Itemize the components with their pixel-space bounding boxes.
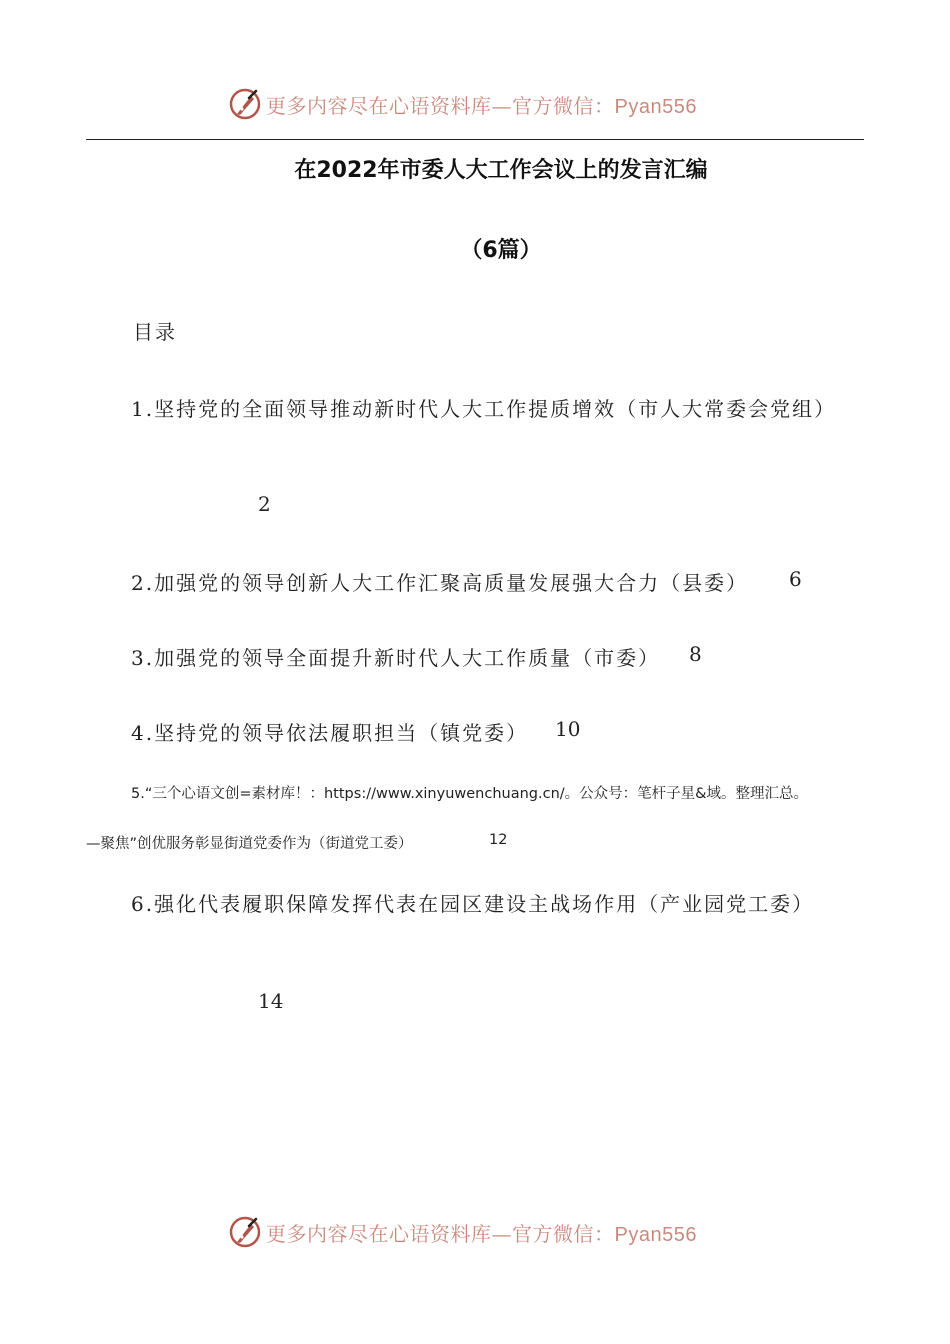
pen-nib-logo-icon xyxy=(228,87,262,121)
toc-item-5-line-2: —聚焦”创优服务彰显街道党委作为（街道党工委） xyxy=(86,836,413,852)
toc-item-5-line-1: 5.“三个心语文创=素材库！：https://www.xinyuwenchuang.cn/。公众号：笔杆子星&域。整理汇总。 xyxy=(131,786,808,802)
toc-item-6-title: 6.强化代表履职保障发挥代表在园区建设主战场作用（产业园党工委） xyxy=(131,892,815,916)
toc-item-2-page: 6 xyxy=(789,567,802,591)
document-subtitle: （6篇） xyxy=(460,238,542,263)
header-rule xyxy=(86,139,864,140)
banner-text: 更多内容尽在心语资料库—官方微信：Pyan556 xyxy=(266,1221,697,1246)
pen-nib-logo-icon xyxy=(228,1215,262,1249)
toc-item-1-title: 1.坚持党的全面领导推动新时代人大工作提质增效（市人大常委会党组） xyxy=(131,397,837,421)
toc-item-3-page: 8 xyxy=(689,642,702,666)
toc-item-4-page: 10 xyxy=(555,717,581,741)
footer-banner xyxy=(228,1212,697,1252)
toc-item-6-page: 14 xyxy=(258,989,284,1013)
toc-item-3-title: 3.加强党的领导全面提升新时代人大工作质量（市委） xyxy=(131,646,661,670)
toc-heading: 目录 xyxy=(133,320,177,344)
document-title: 在2022年市委人大工作会议上的发言汇编 xyxy=(294,158,708,183)
toc-item-4-title: 4.坚持党的领导依法履职担当（镇党委） xyxy=(131,721,529,745)
toc-item-5-page: 12 xyxy=(489,832,508,848)
toc-item-1-page: 2 xyxy=(258,492,271,516)
banner-wechat-id: Pyan556 xyxy=(614,95,697,118)
banner-wechat-id: Pyan556 xyxy=(614,1223,697,1246)
header-banner xyxy=(228,84,697,124)
banner-text: 更多内容尽在心语资料库—官方微信：Pyan556 xyxy=(266,93,697,118)
toc-item-2-title: 2.加强党的领导创新人大工作汇聚高质量发展强大合力（县委） xyxy=(131,571,749,595)
